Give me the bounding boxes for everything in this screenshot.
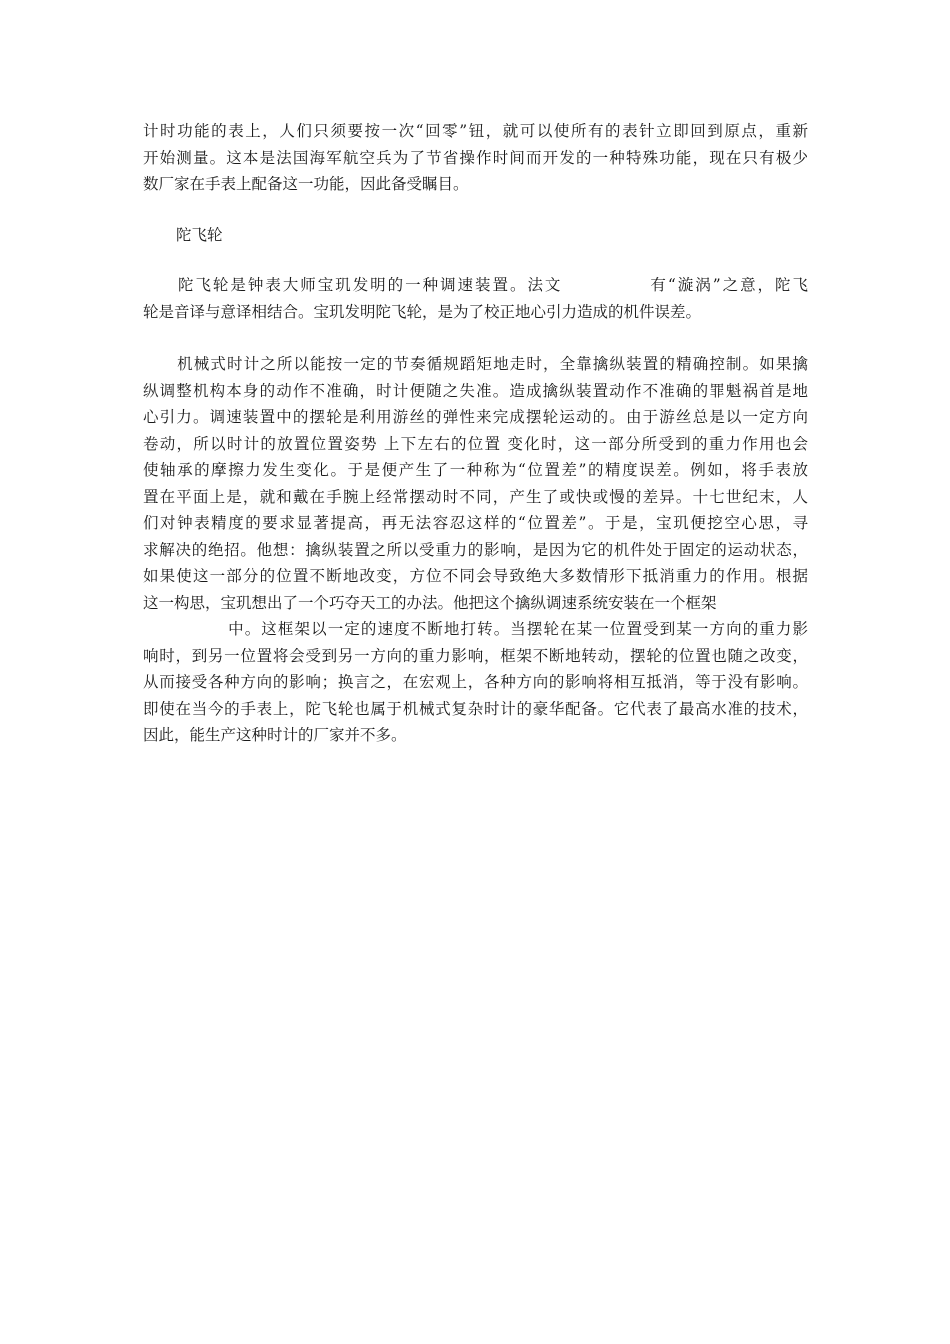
text-line: 轮是音译与意译相结合。宝玑发明陀飞轮，是为了校正地心引力造成的机件误差。 — [143, 302, 702, 321]
text-line: 因此，能生产这种时计的厂家并不多。 — [143, 726, 407, 744]
text-segment: 机械式时计之所以能按一定的节奏循规蹈矩地走时，全靠擒纵装置的精确控制。如果擒 — [176, 355, 808, 373]
text-segment: 中。这框架以一定的速度不断地打转。当摆轮在某一位置受到某一方向的重力影 — [227, 620, 808, 638]
definition-line1-part2: 有“漩涡”之意，陀飞 — [648, 276, 808, 294]
text-line: 即使在当今的手表上，陀飞轮也属于机械式复杂时计的豪华配备。它代表了最高水准的技术， — [143, 699, 808, 718]
text-line: 数厂家在手表上配备这一功能，因此备受瞩目。 — [143, 175, 469, 193]
text-line: 卷动，所以时计的放置位置姿势 上下左右的位置 变化时，这一部分所受到的重力作用也会 — [143, 434, 808, 453]
definition-paragraph — [143, 272, 808, 325]
text-line: 响时，到另一位置将会受到另一方向的重力影响，框架不断地转动，摆轮的位置也随之改变， — [143, 646, 808, 665]
text-line: 求解决的绝招。他想：擒纵装置之所以受重力的影响，是因为它的机件处于固定的运动状态， — [143, 540, 808, 559]
text-line: 纵调整机构本身的动作不准确，时计便随之失准。造成擒纵装置动作不准确的罪魁祸首是地 — [143, 381, 808, 400]
text-line — [143, 616, 808, 643]
definition-line1-part1: 陀飞轮是钟表大师宝玑发明的一种调速装置。法文 — [176, 276, 563, 294]
text-line: 心引力。调速装置中的摆轮是利用游丝的弹性来完成摆轮运动的。由于游丝总是以一定方向 — [143, 408, 808, 426]
text-line: 如果使这一部分的位置不断地改变，方位不同会导致绝大多数情形下抵消重力的作用。根据 — [143, 567, 808, 585]
section-heading: 陀飞轮 — [176, 225, 223, 244]
text-line: 置在平面上是，就和戴在手腕上经常摆动时不同，产生了或快或慢的差异。十七世纪末，人 — [143, 487, 808, 506]
intro-paragraph — [143, 118, 808, 198]
text-line: 从而接受各种方向的影响；换言之，在宏观上，各种方向的影响将相互抵消，等于没有影响。 — [143, 673, 808, 691]
text-line: 开始测量。这本是法国海军航空兵为了节省操作时间而开发的一种特殊功能，现在只有极少 — [143, 148, 808, 167]
text-line: 计时功能的表上，人们只须要按一次“回零”钮，就可以使所有的表针立即回到原点，重新 — [143, 122, 808, 140]
text-line: 使轴承的摩擦力发生变化。于是便产生了一种称为“位置差”的精度误差。例如，将手表放 — [143, 461, 808, 479]
text-line: 们对钟表精度的要求显著提高，再无法容忍这样的“位置差”。于是，宝玑便挖空心思，寻 — [143, 514, 808, 532]
text-line — [143, 272, 808, 299]
text-line: 这一构思，宝玑想出了一个巧夺天工的办法。他把这个擒纵调速系统安装在一个框架 — [143, 593, 717, 612]
text-line — [143, 351, 808, 378]
document-page — [143, 118, 808, 749]
mechanism-paragraph — [143, 351, 808, 749]
